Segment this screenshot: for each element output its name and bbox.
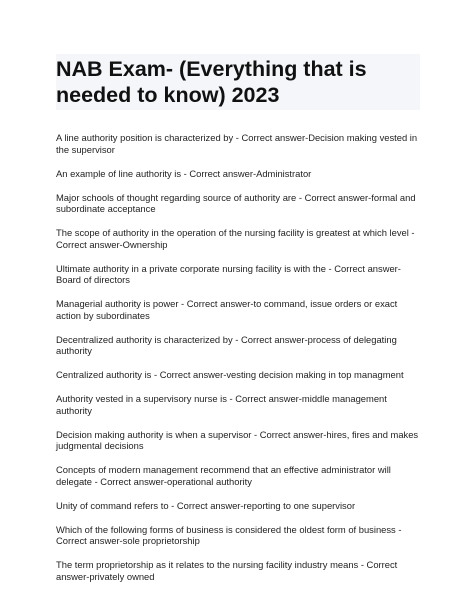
- qa-item: Concepts of modern management recommend that an effective administrator will delegate - Correct answer-operational authority: [56, 464, 391, 487]
- qa-item: Decision making authority is when a supervisor - Correct answer-hires, fires and makes judgmental decisions: [56, 428, 419, 451]
- qa-item: Authority vested in a supervisory nurse is - Correct answer-middle management authority: [56, 393, 387, 416]
- qa-item: A line authority position is characterized by - Correct answer-Decision making vested in the supervisor: [56, 132, 418, 155]
- qa-item: The term proprietorship as it relates to the nursing facility industry means - Correct answer-privately owned: [56, 559, 398, 582]
- qa-item: Unity of command refers to - Correct answer-reporting to one supervisor: [56, 499, 356, 511]
- qa-item: Centralized authority is - Correct answer-vesting decision making in top managment: [56, 369, 404, 380]
- title-block: [56, 54, 420, 110]
- qa-item: An example of line authority is - Correct answer-Administrator: [56, 167, 312, 179]
- qa-item: The scope of authority in the operation of the nursing facility is greatest at which level - Correct answer-Ownership: [56, 227, 415, 250]
- qa-list: [56, 132, 420, 582]
- qa-item: Ultimate authority in a private corporate nursing facility is with the - Correct answer-Board of directors: [56, 262, 401, 285]
- qa-item: Which of the following forms of business is considered the oldest form of business - Correct answer-sole proprietorship: [56, 523, 402, 546]
- document-title: NAB Exam- (Everything that is needed to know) 2023: [56, 57, 367, 107]
- qa-item: Managerial authority is power - Correct answer-to command, issue orders or exact action by subordinates: [56, 298, 398, 321]
- qa-item: Major schools of thought regarding source of authority are - Correct answer-formal and subordinate acceptance: [56, 191, 416, 214]
- qa-item: Decentralized authority is characterized by - Correct answer-process of delegating authority: [56, 333, 397, 356]
